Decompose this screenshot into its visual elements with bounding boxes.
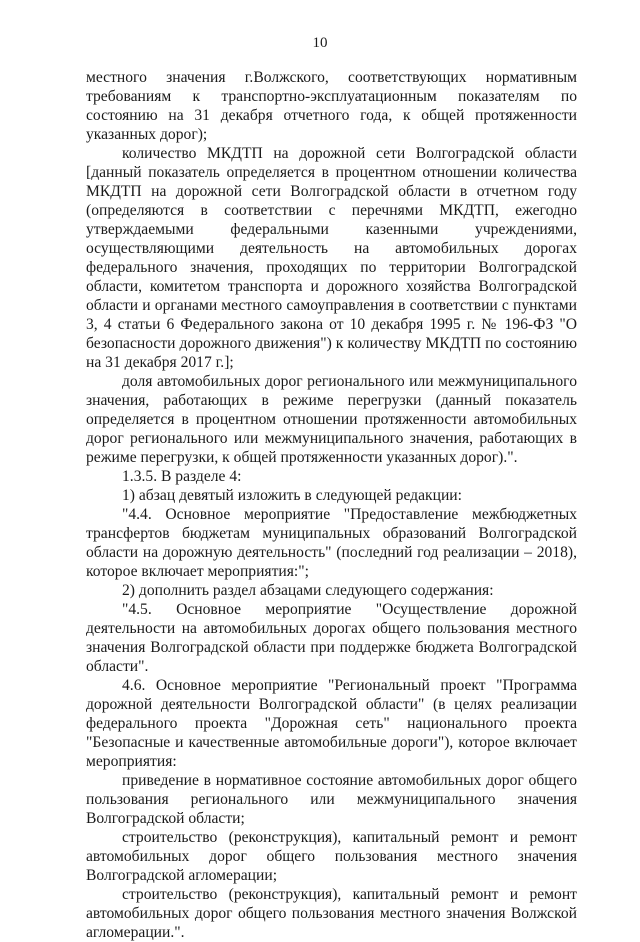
paragraph: местного значения г.Волжского, соответствующих нормативным требованиям к транспортно-эксплуатационным показателям по состоянию на 31 декабря отчетного года, к общей протяженности указанных дорог); (86, 69, 577, 143)
paragraph: доля автомобильных дорог регионального или межмуниципального значения, работающих в режиме перегрузки (данный показатель определяется в процентном отношении протяженности автомобильных дорог регионального или межмуниципального значения, работающих в режиме перегрузки, к общей протяженности указанных дорог).". (86, 373, 577, 466)
paragraph: приведение в нормативное состояние автомобильных дорог общего пользования регионального или межмуниципального значения Волгоградской области; (86, 772, 577, 827)
page-number: 10 (312, 35, 328, 51)
paragraph: 1.3.5. В разделе 4: (122, 468, 242, 485)
paragraph: количество МКДТП на дорожной сети Волгоградской области [данный показатель определяется в процентном отношении количества МКДТП на дорожной сети Волгоградской области в отчетном году (определяются в соответствии с перечнями МКДТП, ежегодно утверждаемыми федеральными казенными учреждениями, осуществляющими деятельность на автомобильных дорогах федерального значения, проходящих по территории Волгоградской области, комитетом транспорта и дорожного хозяйства Волгоградской области и органами местного самоуправления в соответствии с пунктами 3, 4 статьи 6 Федерального закона от 10 декабря 1995 г. № 196-ФЗ "О безопасности дорожного движения") к количеству МКДТП по состоянию на 31 декабря 2017 г.]; (86, 145, 577, 371)
document-body (86, 68, 577, 942)
paragraph: 4.6. Основное мероприятие "Региональный проект "Программа дорожной деятельности Волгоградской области" (в целях реализации федерального проекта "Дорожная сеть" национального проекта "Безопасные и качественные автомобильные дороги"), которое включает мероприятия: (86, 677, 577, 770)
paragraph: строительство (реконструкция), капитальный ремонт и ремонт автомобильных дорог общего пользования местного значения Волгоградской агломерации; (86, 829, 577, 884)
paragraph: "4.5. Основное мероприятие "Осуществление дорожной деятельности на автомобильных дорогах общего пользования местного значения Волгоградской области при поддержке бюджета Волгоградской области". (86, 601, 577, 675)
paragraph: 1) абзац девятый изложить в следующей редакции: (122, 487, 462, 504)
paragraph: строительство (реконструкция), капитальный ремонт и ремонт автомобильных дорог общего пользования местного значения Волжской агломерации.". (86, 886, 577, 941)
paragraph: "4.4. Основное мероприятие "Предоставление межбюджетных трансфертов бюджетам муниципальных образований Волгоградской области на дорожную деятельность" (последний год реализации – 2018), которое включает мероприятия:"; (86, 506, 577, 580)
paragraph: 2) дополнить раздел абзацами следующего содержания: (122, 582, 494, 599)
